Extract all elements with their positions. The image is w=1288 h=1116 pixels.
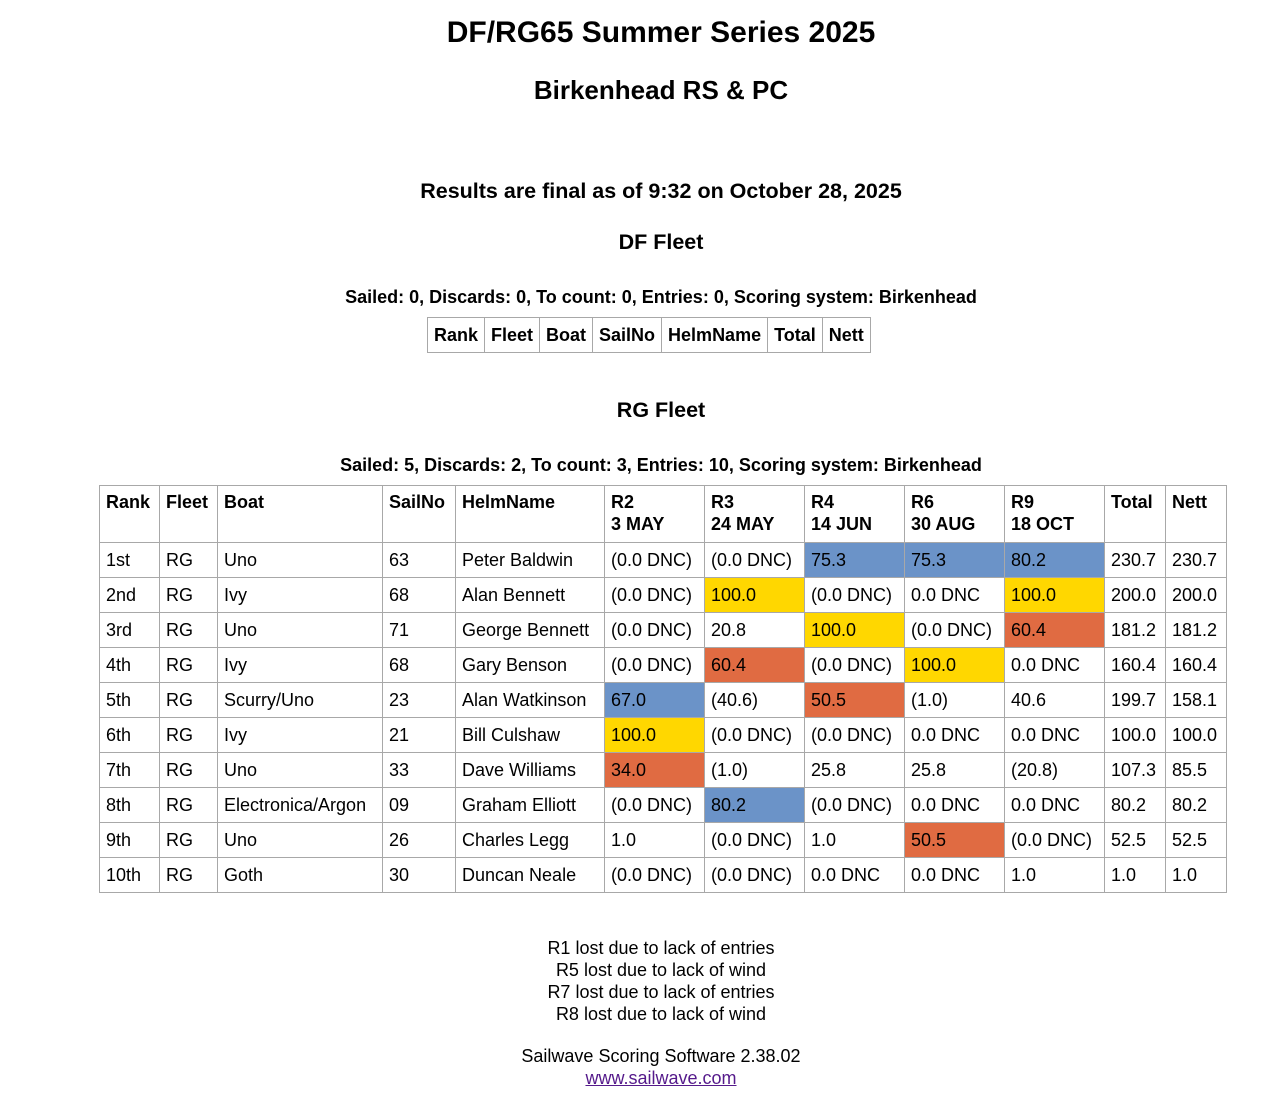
helm-cell: Alan Watkinson — [456, 683, 605, 718]
sailno-cell: 23 — [383, 683, 456, 718]
boat-cell: Uno — [218, 823, 383, 858]
rank-cell: 3rd — [100, 613, 160, 648]
race-score-cell: 75.3 — [805, 543, 905, 578]
fleet-cell: RG — [160, 683, 218, 718]
sailno-cell: 30 — [383, 858, 456, 893]
rg-fleet-summary: Sailed: 5, Discards: 2, To count: 3, Entries: 10, Scoring system: Birkenhead — [340, 455, 982, 475]
race-score-cell: 0.0 DNC — [805, 858, 905, 893]
race-score-cell: 1.0 — [1005, 858, 1105, 893]
race-name: R6 — [911, 492, 935, 512]
total-cell: 199.7 — [1105, 683, 1166, 718]
total-cell: 52.5 — [1105, 823, 1166, 858]
rg-col-header-rank: Rank — [100, 486, 160, 543]
race-note: R7 lost due to lack of entries — [547, 982, 775, 1002]
total-cell: 1.0 — [1105, 858, 1166, 893]
table-row — [100, 788, 1227, 823]
rg-col-header-r9 — [1005, 486, 1105, 543]
fleet-cell: RG — [160, 613, 218, 648]
table-row — [100, 858, 1227, 893]
table-row — [100, 718, 1227, 753]
race-date: 14 JUN — [811, 514, 873, 534]
sailno-cell: 63 — [383, 543, 456, 578]
nett-cell: 230.7 — [1166, 543, 1227, 578]
sailno-cell: 33 — [383, 753, 456, 788]
fleet-cell: RG — [160, 648, 218, 683]
total-cell: 107.3 — [1105, 753, 1166, 788]
nett-cell: 85.5 — [1166, 753, 1227, 788]
total-cell: 160.4 — [1105, 648, 1166, 683]
race-score-cell: (1.0) — [905, 683, 1005, 718]
race-score-cell: (1.0) — [705, 753, 805, 788]
race-score-cell: 60.4 — [705, 648, 805, 683]
rank-cell: 6th — [100, 718, 160, 753]
df-col-header-boat: Boat — [540, 318, 593, 353]
rank-cell: 7th — [100, 753, 160, 788]
race-date: 18 OCT — [1011, 514, 1075, 534]
race-score-cell: 0.0 DNC — [905, 718, 1005, 753]
helm-cell: Bill Culshaw — [456, 718, 605, 753]
race-score-cell: 100.0 — [605, 718, 705, 753]
race-score-cell: (0.0 DNC) — [605, 578, 705, 613]
race-score-cell: 1.0 — [605, 823, 705, 858]
race-score-cell: (0.0 DNC) — [705, 543, 805, 578]
status-block — [0, 179, 1288, 204]
rank-cell: 5th — [100, 683, 160, 718]
race-score-cell: 0.0 DNC — [1005, 788, 1105, 823]
rg-col-header-r4 — [805, 486, 905, 543]
table-row — [100, 578, 1227, 613]
boat-cell: Scurry/Uno — [218, 683, 383, 718]
boat-cell: Uno — [218, 543, 383, 578]
race-score-cell: (0.0 DNC) — [705, 858, 805, 893]
race-score-cell: (0.0 DNC) — [605, 613, 705, 648]
race-date: 3 MAY — [611, 514, 665, 534]
boat-cell: Ivy — [218, 718, 383, 753]
race-score-cell: 1.0 — [805, 823, 905, 858]
race-score-cell: 0.0 DNC — [905, 578, 1005, 613]
race-name: R3 — [711, 492, 735, 512]
table-row — [100, 613, 1227, 648]
nett-cell: 1.0 — [1166, 858, 1227, 893]
boat-cell: Ivy — [218, 578, 383, 613]
rg-col-header-r6 — [905, 486, 1005, 543]
race-name: R4 — [811, 492, 835, 512]
rg-header-row — [100, 486, 1227, 543]
total-cell: 200.0 — [1105, 578, 1166, 613]
fleet-cell: RG — [160, 543, 218, 578]
race-score-cell: (0.0 DNC) — [705, 823, 805, 858]
race-score-cell: 25.8 — [905, 753, 1005, 788]
table-row — [100, 648, 1227, 683]
race-score-cell: (20.8) — [1005, 753, 1105, 788]
race-score-cell: 0.0 DNC — [905, 788, 1005, 823]
total-cell: 80.2 — [1105, 788, 1166, 823]
race-date: 30 AUG — [911, 514, 976, 534]
df-results-table — [427, 317, 871, 353]
rank-cell: 9th — [100, 823, 160, 858]
boat-cell: Uno — [218, 753, 383, 788]
race-score-cell: 50.5 — [905, 823, 1005, 858]
total-cell: 100.0 — [1105, 718, 1166, 753]
sailno-cell: 09 — [383, 788, 456, 823]
race-score-cell: (0.0 DNC) — [805, 788, 905, 823]
sailwave-link[interactable]: www.sailwave.com — [585, 1068, 737, 1088]
rank-cell: 8th — [100, 788, 160, 823]
race-score-cell: 20.8 — [705, 613, 805, 648]
helm-cell: George Bennett — [456, 613, 605, 648]
rank-cell: 4th — [100, 648, 160, 683]
rg-results-table — [99, 485, 1227, 893]
race-score-cell: 0.0 DNC — [905, 858, 1005, 893]
rg-col-header-helmname: HelmName — [456, 486, 605, 543]
fleet-cell: RG — [160, 753, 218, 788]
software-credit: Sailwave Scoring Software 2.38.02 — [521, 1046, 801, 1066]
df-col-header-fleet: Fleet — [485, 318, 540, 353]
rg-results-body — [100, 543, 1227, 893]
fleet-cell: RG — [160, 718, 218, 753]
sailno-cell: 26 — [383, 823, 456, 858]
df-col-header-helmname: HelmName — [662, 318, 768, 353]
race-score-cell: 100.0 — [1005, 578, 1105, 613]
venue-block — [0, 75, 1288, 106]
page-title: DF/RG65 Summer Series 2025 — [446, 16, 876, 49]
race-score-cell: 25.8 — [805, 753, 905, 788]
sailno-cell: 68 — [383, 578, 456, 613]
table-row — [100, 543, 1227, 578]
rank-cell: 1st — [100, 543, 160, 578]
race-score-cell: 40.6 — [1005, 683, 1105, 718]
rg-heading-block — [0, 398, 1288, 423]
race-score-cell: (0.0 DNC) — [805, 648, 905, 683]
rg-col-header-sailno: SailNo — [383, 486, 456, 543]
boat-cell: Uno — [218, 613, 383, 648]
table-row — [100, 683, 1227, 718]
fleet-cell: RG — [160, 823, 218, 858]
race-note: R1 lost due to lack of entries — [547, 938, 775, 958]
df-col-header-rank: Rank — [428, 318, 485, 353]
nett-cell: 100.0 — [1166, 718, 1227, 753]
helm-cell: Duncan Neale — [456, 858, 605, 893]
race-note: R8 lost due to lack of wind — [555, 1004, 767, 1024]
helm-cell: Charles Legg — [456, 823, 605, 858]
sailno-cell: 71 — [383, 613, 456, 648]
boat-cell: Ivy — [218, 648, 383, 683]
rg-fleet-heading: RG Fleet — [616, 398, 706, 422]
results-status: Results are final as of 9:32 on October 28, 2025 — [420, 179, 902, 203]
race-score-cell: 100.0 — [905, 648, 1005, 683]
race-score-cell: (0.0 DNC) — [905, 613, 1005, 648]
nett-cell: 160.4 — [1166, 648, 1227, 683]
df-col-header-nett: Nett — [822, 318, 870, 353]
race-score-cell: 100.0 — [705, 578, 805, 613]
race-score-cell: 75.3 — [905, 543, 1005, 578]
race-score-cell: (0.0 DNC) — [1005, 823, 1105, 858]
total-cell: 181.2 — [1105, 613, 1166, 648]
df-col-header-sailno: SailNo — [593, 318, 662, 353]
rg-col-header-fleet: Fleet — [160, 486, 218, 543]
race-score-cell: (0.0 DNC) — [605, 648, 705, 683]
race-score-cell: 100.0 — [805, 613, 905, 648]
sailno-cell: 68 — [383, 648, 456, 683]
rank-cell: 10th — [100, 858, 160, 893]
rg-col-header-total: Total — [1105, 486, 1166, 543]
race-score-cell: (40.6) — [705, 683, 805, 718]
total-cell: 230.7 — [1105, 543, 1166, 578]
race-name: R9 — [1011, 492, 1035, 512]
helm-cell: Gary Benson — [456, 648, 605, 683]
title-block — [0, 16, 1288, 50]
footer — [0, 1045, 1288, 1089]
rank-cell: 2nd — [100, 578, 160, 613]
race-score-cell: (0.0 DNC) — [805, 578, 905, 613]
race-score-cell: (0.0 DNC) — [605, 788, 705, 823]
race-score-cell: 80.2 — [1005, 543, 1105, 578]
helm-cell: Peter Baldwin — [456, 543, 605, 578]
rg-col-header-nett: Nett — [1166, 486, 1227, 543]
race-score-cell: 0.0 DNC — [1005, 648, 1105, 683]
sailno-cell: 21 — [383, 718, 456, 753]
rg-col-header-boat: Boat — [218, 486, 383, 543]
rg-col-header-r3 — [705, 486, 805, 543]
nett-cell: 80.2 — [1166, 788, 1227, 823]
df-fleet-heading: DF Fleet — [618, 230, 704, 254]
race-notes — [0, 937, 1288, 1025]
race-date: 24 MAY — [711, 514, 775, 534]
boat-cell: Goth — [218, 858, 383, 893]
race-score-cell: (0.0 DNC) — [605, 858, 705, 893]
helm-cell: Graham Elliott — [456, 788, 605, 823]
race-name: R2 — [611, 492, 635, 512]
df-fleet-summary: Sailed: 0, Discards: 0, To count: 0, Entries: 0, Scoring system: Birkenhead — [345, 287, 977, 307]
race-score-cell: 50.5 — [805, 683, 905, 718]
helm-cell: Dave Williams — [456, 753, 605, 788]
race-note: R5 lost due to lack of wind — [555, 960, 767, 980]
fleet-cell: RG — [160, 858, 218, 893]
race-score-cell: (0.0 DNC) — [705, 718, 805, 753]
nett-cell: 158.1 — [1166, 683, 1227, 718]
race-score-cell: (0.0 DNC) — [805, 718, 905, 753]
boat-cell: Electronica/Argon — [218, 788, 383, 823]
race-score-cell: (0.0 DNC) — [605, 543, 705, 578]
df-header-row — [428, 318, 871, 353]
df-heading-block — [0, 230, 1288, 255]
df-col-header-total: Total — [768, 318, 823, 353]
fleet-cell: RG — [160, 788, 218, 823]
nett-cell: 200.0 — [1166, 578, 1227, 613]
race-score-cell: 80.2 — [705, 788, 805, 823]
nett-cell: 52.5 — [1166, 823, 1227, 858]
helm-cell: Alan Bennett — [456, 578, 605, 613]
race-score-cell: 34.0 — [605, 753, 705, 788]
race-score-cell: 67.0 — [605, 683, 705, 718]
venue-title: Birkenhead RS & PC — [533, 75, 789, 105]
race-score-cell: 0.0 DNC — [1005, 718, 1105, 753]
rg-col-header-r2 — [605, 486, 705, 543]
race-score-cell: 60.4 — [1005, 613, 1105, 648]
fleet-cell: RG — [160, 578, 218, 613]
table-row — [100, 753, 1227, 788]
table-row — [100, 823, 1227, 858]
nett-cell: 181.2 — [1166, 613, 1227, 648]
